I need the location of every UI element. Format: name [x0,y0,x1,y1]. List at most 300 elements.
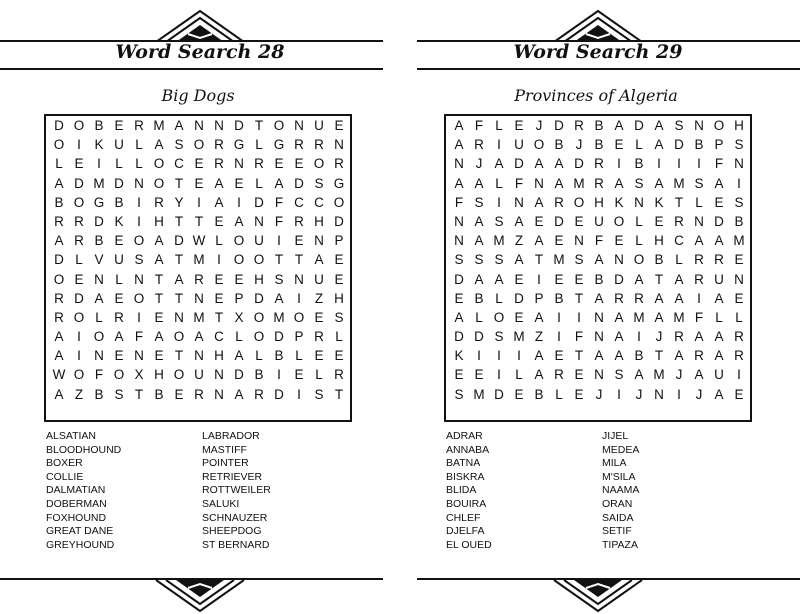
grid-cell[interactable]: F [694,309,704,325]
grid-cell[interactable]: N [94,348,104,364]
grid-cell[interactable]: L [295,348,303,364]
grid-cell[interactable]: H [654,233,664,249]
grid-cell[interactable]: A [214,175,224,191]
grid-cell[interactable]: M [493,233,505,249]
grid-cell[interactable]: R [474,137,484,153]
grid-cell[interactable]: H [214,348,224,364]
grid-cell[interactable]: A [634,367,644,383]
grid-cell[interactable]: J [575,137,583,153]
grid-cell[interactable]: B [554,290,564,306]
grid-cell[interactable]: A [654,290,664,306]
grid-cell[interactable]: T [194,213,204,229]
grid-cell[interactable]: R [734,329,744,345]
grid-cell[interactable]: A [694,329,704,345]
grid-cell[interactable]: P [234,290,244,306]
grid-cell[interactable]: S [114,386,124,402]
grid-cell[interactable]: J [695,386,703,402]
grid-cell[interactable]: T [254,118,264,133]
grid-cell[interactable]: R [694,348,704,364]
grid-cell[interactable]: I [197,194,201,210]
grid-cell[interactable]: L [315,367,323,383]
grid-cell[interactable]: E [574,271,584,287]
grid-cell[interactable]: N [234,156,244,172]
grid-cell[interactable]: S [734,194,744,210]
grid-cell[interactable]: D [674,137,684,153]
grid-cell[interactable]: L [735,309,743,325]
grid-cell[interactable]: I [737,367,741,383]
grid-cell[interactable]: E [334,252,344,268]
grid-cell[interactable]: S [574,252,584,268]
grid-cell[interactable]: D [554,118,564,133]
grid-cell[interactable]: A [474,175,484,191]
grid-cell[interactable]: L [135,156,143,172]
grid-cell[interactable]: E [734,290,744,306]
grid-cell[interactable]: D [54,252,64,268]
grid-cell[interactable]: D [274,386,284,402]
grid-cell[interactable]: R [54,290,64,306]
grid-cell[interactable]: A [274,175,284,191]
grid-cell[interactable]: A [494,156,504,172]
grid-cell[interactable]: L [495,290,503,306]
grid-cell[interactable]: A [634,271,644,287]
grid-cell[interactable]: I [637,329,641,345]
grid-cell[interactable]: I [137,309,141,325]
grid-cell[interactable]: S [174,137,184,153]
grid-cell[interactable]: O [133,290,145,306]
grid-cell[interactable]: T [214,309,224,325]
grid-cell[interactable]: E [194,175,204,191]
grid-cell[interactable]: R [314,329,324,345]
grid-cell[interactable]: D [454,271,464,287]
grid-cell[interactable]: A [474,213,484,229]
grid-cell[interactable]: R [154,194,164,210]
grid-cell[interactable]: A [534,233,544,249]
grid-cell[interactable]: L [635,137,643,153]
grid-cell[interactable]: N [594,367,604,383]
grid-cell[interactable]: A [534,367,544,383]
grid-cell[interactable]: S [694,175,704,191]
grid-cell[interactable]: D [74,175,84,191]
grid-cell[interactable]: L [255,137,263,153]
grid-cell[interactable]: F [514,175,524,191]
grid-cell[interactable]: H [734,118,744,133]
grid-cell[interactable]: N [254,213,264,229]
grid-cell[interactable]: A [514,252,524,268]
grid-cell[interactable]: R [694,271,704,287]
grid-cell[interactable]: A [614,309,624,325]
grid-cell[interactable]: O [73,118,85,133]
grid-cell[interactable]: A [614,348,624,364]
grid-cell[interactable]: N [194,290,204,306]
grid-cell[interactable]: N [574,233,584,249]
grid-cell[interactable]: I [557,309,561,325]
grid-cell[interactable]: M [633,309,645,325]
grid-cell[interactable]: R [214,156,224,172]
grid-cell[interactable]: R [294,213,304,229]
grid-cell[interactable]: C [674,233,684,249]
grid-cell[interactable]: D [254,290,264,306]
grid-cell[interactable]: A [714,175,724,191]
grid-cell[interactable]: E [334,348,344,364]
grid-cell[interactable]: D [514,156,524,172]
grid-cell[interactable]: E [214,290,224,306]
grid-cell[interactable]: T [174,213,184,229]
grid-cell[interactable]: L [555,386,563,402]
grid-cell[interactable]: B [534,386,544,402]
grid-cell[interactable]: F [454,194,464,210]
grid-cell[interactable]: E [114,118,124,133]
grid-cell[interactable]: R [694,252,704,268]
grid-cell[interactable]: L [255,175,263,191]
grid-cell[interactable]: C [314,194,324,210]
grid-cell[interactable]: A [494,271,504,287]
grid-cell[interactable]: M [553,252,565,268]
grid-cell[interactable]: A [714,290,724,306]
grid-cell[interactable]: N [694,118,704,133]
grid-cell[interactable]: A [614,329,624,345]
grid-cell[interactable]: I [677,156,681,172]
grid-cell[interactable]: N [134,175,144,191]
grid-cell[interactable]: A [174,271,184,287]
grid-cell[interactable]: S [734,137,744,153]
grid-cell[interactable]: A [534,156,544,172]
grid-cell[interactable]: I [557,329,561,345]
grid-cell[interactable]: L [675,252,683,268]
grid-cell[interactable]: E [554,348,564,364]
grid-cell[interactable]: E [614,233,624,249]
grid-cell[interactable]: S [454,386,464,402]
grid-cell[interactable]: A [654,118,664,133]
grid-cell[interactable]: I [537,271,541,287]
grid-cell[interactable]: I [77,329,81,345]
grid-cell[interactable]: R [594,156,604,172]
grid-cell[interactable]: O [233,252,245,268]
grid-cell[interactable]: N [214,118,224,133]
grid-cell[interactable]: E [534,213,544,229]
grid-cell[interactable]: T [654,271,664,287]
grid-cell[interactable]: D [294,175,304,191]
grid-cell[interactable]: A [714,233,724,249]
grid-cell[interactable]: O [113,367,125,383]
grid-cell[interactable]: O [173,367,185,383]
grid-cell[interactable]: N [634,194,644,210]
grid-cell[interactable]: L [235,329,243,345]
grid-cell[interactable]: R [54,309,64,325]
grid-cell[interactable]: O [333,194,345,210]
grid-cell[interactable]: A [474,233,484,249]
grid-cell[interactable]: R [134,118,144,133]
grid-cell[interactable]: Z [514,233,524,249]
grid-cell[interactable]: H [594,194,604,210]
grid-cell[interactable]: E [294,367,304,383]
grid-cell[interactable]: E [574,386,584,402]
grid-cell[interactable]: S [474,194,484,210]
grid-cell[interactable]: R [254,156,264,172]
grid-cell[interactable]: E [614,137,624,153]
grid-cell[interactable]: A [54,329,64,345]
grid-cell[interactable]: O [633,252,645,268]
grid-cell[interactable]: N [94,271,104,287]
grid-cell[interactable]: A [594,252,604,268]
grid-cell[interactable]: A [654,137,664,153]
grid-cell[interactable]: K [654,194,664,210]
grid-cell[interactable]: I [297,386,301,402]
grid-cell[interactable]: I [677,386,681,402]
grid-cell[interactable]: F [94,367,104,383]
grid-cell[interactable]: R [574,118,584,133]
grid-cell[interactable]: A [594,290,604,306]
grid-cell[interactable]: J [635,386,643,402]
grid-cell[interactable]: F [134,329,144,345]
grid-cell[interactable]: E [734,252,744,268]
grid-cell[interactable]: M [733,233,745,249]
grid-cell[interactable]: T [174,252,184,268]
grid-cell[interactable]: N [174,309,184,325]
grid-cell[interactable]: R [734,348,744,364]
grid-cell[interactable]: A [614,175,624,191]
grid-cell[interactable]: E [114,290,124,306]
grid-cell[interactable]: A [554,175,564,191]
grid-cell[interactable]: H [154,367,164,383]
grid-cell[interactable]: D [454,329,464,345]
grid-cell[interactable]: N [194,348,204,364]
grid-cell[interactable]: A [714,386,724,402]
grid-cell[interactable]: L [715,309,723,325]
grid-cell[interactable]: A [514,213,524,229]
grid-cell[interactable]: A [534,348,544,364]
grid-cell[interactable]: T [334,386,344,402]
grid-cell[interactable]: O [253,252,265,268]
grid-cell[interactable]: A [154,137,164,153]
grid-cell[interactable]: E [314,309,324,325]
grid-cell[interactable]: R [334,156,344,172]
grid-cell[interactable]: S [494,329,504,345]
grid-cell[interactable]: I [497,367,501,383]
grid-cell[interactable]: F [274,213,284,229]
grid-cell[interactable]: I [697,290,701,306]
grid-cell[interactable]: E [214,271,224,287]
grid-cell[interactable]: N [594,329,604,345]
grid-cell[interactable]: E [514,271,524,287]
grid-cell[interactable]: I [497,194,501,210]
grid-cell[interactable]: R [74,213,84,229]
grid-cell[interactable]: U [254,233,264,249]
grid-cell[interactable]: R [554,367,564,383]
grid-cell[interactable]: O [533,137,545,153]
grid-cell[interactable]: A [674,290,684,306]
grid-cell[interactable]: T [574,290,584,306]
grid-cell[interactable]: L [135,137,143,153]
grid-cell[interactable]: O [273,118,285,133]
grid-cell[interactable]: N [194,118,204,133]
grid-cell[interactable]: B [594,271,604,287]
grid-cell[interactable]: B [94,233,104,249]
grid-cell[interactable]: E [454,290,464,306]
grid-cell[interactable]: E [214,213,224,229]
grid-cell[interactable]: O [153,156,165,172]
grid-cell[interactable]: O [293,309,305,325]
grid-cell[interactable]: M [673,175,685,191]
grid-cell[interactable]: S [134,252,144,268]
grid-cell[interactable]: L [495,175,503,191]
grid-cell[interactable]: M [153,118,165,133]
grid-cell[interactable]: B [634,348,644,364]
grid-cell[interactable]: I [617,386,621,402]
grid-cell[interactable]: E [714,194,724,210]
grid-cell[interactable]: E [574,367,584,383]
grid-cell[interactable]: A [154,233,164,249]
grid-cell[interactable]: C [294,194,304,210]
grid-cell[interactable]: N [734,156,744,172]
grid-cell[interactable]: E [114,348,124,364]
grid-cell[interactable]: U [714,271,724,287]
grid-cell[interactable]: N [454,233,464,249]
grid-cell[interactable]: T [274,252,284,268]
grid-cell[interactable]: J [655,329,663,345]
grid-cell[interactable]: G [333,175,345,191]
grid-cell[interactable]: A [234,386,244,402]
grid-cell[interactable]: H [314,213,324,229]
grid-cell[interactable]: H [254,271,264,287]
grid-cell[interactable]: A [694,367,704,383]
grid-cell[interactable]: L [215,233,223,249]
grid-cell[interactable]: R [674,329,684,345]
grid-cell[interactable]: R [294,137,304,153]
grid-cell[interactable]: T [534,252,544,268]
grid-cell[interactable]: T [174,175,184,191]
grid-cell[interactable]: B [694,137,704,153]
grid-cell[interactable]: S [494,213,504,229]
grid-cell[interactable]: A [274,290,284,306]
grid-cell[interactable]: R [54,213,64,229]
grid-cell[interactable]: Z [534,329,544,345]
grid-cell[interactable]: E [574,213,584,229]
grid-cell[interactable]: I [517,348,521,364]
grid-cell[interactable]: R [74,233,84,249]
grid-cell[interactable]: R [594,175,604,191]
grid-cell[interactable]: K [94,137,104,153]
grid-cell[interactable]: N [314,233,324,249]
grid-cell[interactable]: O [73,367,85,383]
grid-cell[interactable]: D [514,290,524,306]
grid-cell[interactable]: E [234,271,244,287]
grid-cell[interactable]: L [115,156,123,172]
grid-cell[interactable]: O [573,194,585,210]
grid-cell[interactable]: S [274,271,284,287]
grid-cell[interactable]: R [214,137,224,153]
grid-cell[interactable]: U [514,137,524,153]
grid-cell[interactable]: I [297,290,301,306]
grid-cell[interactable]: I [697,156,701,172]
grid-cell[interactable]: K [454,348,464,364]
grid-cell[interactable]: R [194,271,204,287]
grid-cell[interactable]: S [454,252,464,268]
grid-cell[interactable]: B [594,137,604,153]
grid-cell[interactable]: R [114,309,124,325]
grid-cell[interactable]: A [594,348,604,364]
grid-cell[interactable]: C [174,156,184,172]
grid-cell[interactable]: T [174,290,184,306]
grid-cell[interactable]: L [115,271,123,287]
grid-cell[interactable]: L [55,156,63,172]
grid-cell[interactable]: B [154,386,164,402]
grid-cell[interactable]: I [137,213,141,229]
grid-cell[interactable]: N [694,213,704,229]
grid-cell[interactable]: A [534,194,544,210]
grid-cell[interactable]: R [314,137,324,153]
grid-cell[interactable]: E [514,386,524,402]
grid-cell[interactable]: P [294,329,304,345]
grid-cell[interactable]: N [654,386,664,402]
grid-cell[interactable]: D [574,156,584,172]
grid-cell[interactable]: D [94,213,104,229]
grid-cell[interactable]: A [194,329,204,345]
grid-cell[interactable]: T [174,348,184,364]
grid-cell[interactable]: F [574,329,584,345]
grid-cell[interactable]: I [277,367,281,383]
grid-cell[interactable]: N [134,271,144,287]
grid-cell[interactable]: X [234,309,244,325]
grid-cell[interactable]: A [154,252,164,268]
grid-cell[interactable]: B [94,386,104,402]
grid-cell[interactable]: N [594,309,604,325]
grid-cell[interactable]: L [495,118,503,133]
grid-cell[interactable]: K [114,213,124,229]
grid-cell[interactable]: U [594,213,604,229]
grid-cell[interactable]: R [554,194,564,210]
grid-cell[interactable]: A [454,118,464,133]
grid-cell[interactable]: O [313,156,325,172]
grid-cell[interactable]: A [314,252,324,268]
grid-cell[interactable]: E [554,271,564,287]
grid-cell[interactable]: I [657,156,661,172]
grid-cell[interactable]: D [334,213,344,229]
grid-cell[interactable]: D [234,367,244,383]
grid-cell[interactable]: O [253,309,265,325]
grid-cell[interactable]: N [454,213,464,229]
grid-cell[interactable]: R [674,213,684,229]
grid-cell[interactable]: M [653,367,665,383]
grid-cell[interactable]: O [493,309,505,325]
grid-cell[interactable]: I [97,156,101,172]
grid-cell[interactable]: S [634,175,644,191]
grid-cell[interactable]: E [74,156,84,172]
grid-cell[interactable]: R [614,290,624,306]
grid-cell[interactable]: N [534,175,544,191]
grid-cell[interactable]: V [94,252,104,268]
grid-cell[interactable]: T [674,194,684,210]
grid-cell[interactable]: G [93,194,105,210]
grid-cell[interactable]: E [654,213,664,229]
grid-cell[interactable]: A [614,118,624,133]
grid-cell[interactable]: A [214,194,224,210]
grid-cell[interactable]: S [334,309,344,325]
grid-cell[interactable]: I [577,309,581,325]
grid-cell[interactable]: D [474,329,484,345]
grid-cell[interactable]: G [273,137,285,153]
grid-cell[interactable]: O [53,271,65,287]
grid-cell[interactable]: E [154,309,164,325]
grid-cell[interactable]: A [454,309,464,325]
grid-cell[interactable]: T [134,386,144,402]
grid-cell[interactable]: I [617,156,621,172]
grid-cell[interactable]: A [174,118,184,133]
grid-cell[interactable]: F [594,233,604,249]
grid-cell[interactable]: A [674,271,684,287]
grid-cell[interactable]: D [174,233,184,249]
grid-cell[interactable]: A [694,233,704,249]
grid-cell[interactable]: M [673,309,685,325]
